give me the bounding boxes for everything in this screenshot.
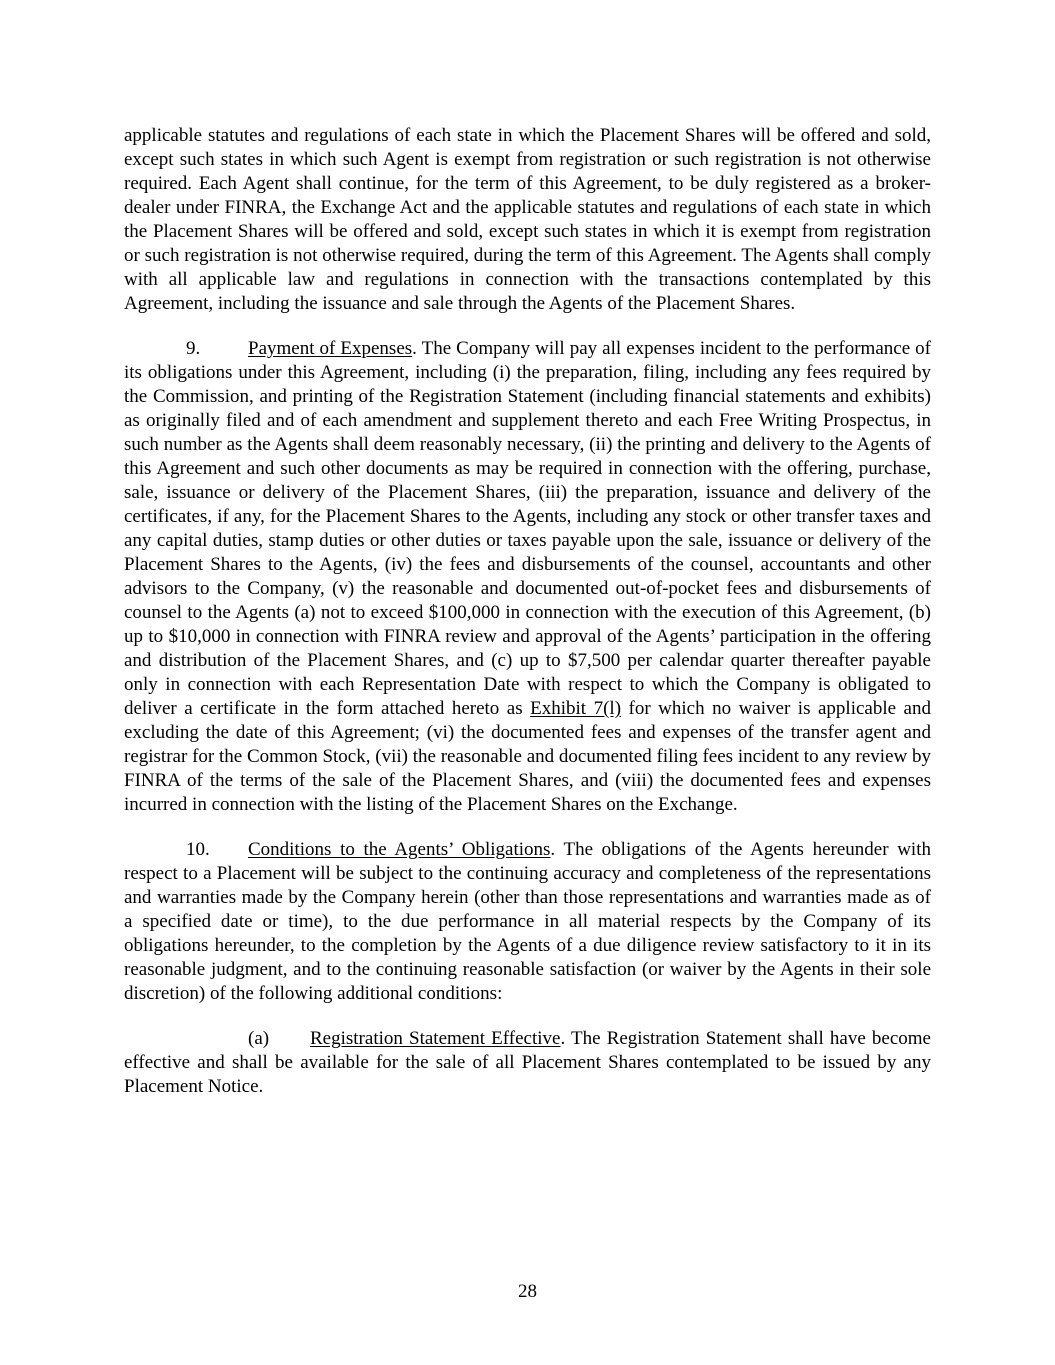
- section-9-paragraph: [124, 337, 931, 817]
- document-body: [124, 124, 931, 1120]
- section-10a-paragraph: [124, 1027, 931, 1099]
- exhibit-reference: Exhibit 7(l): [530, 698, 622, 719]
- section-10a-number: (a): [248, 1028, 270, 1049]
- section-9-number: 9.: [186, 338, 201, 359]
- section-10-number: 10.: [186, 839, 210, 860]
- section-9-text-part1: . The Company will pay all expenses incident to the performance of its obligations under this Agreement, including (i) the preparation, filing, including any fees required by the Commission, and printing of the Registration Statement (including financial statements and exhibits) as originally filed and of each amendment and supplement thereto and each Free Writing Prospectus, in such number as the Agents shall deem reasonably necessary, (ii) the printing and delivery to the Agents of this Agreement and such other documents as may be required in connection with the offering, purchase, sale, issuance or delivery of the Placement Shares, (iii) the preparation, issuance and delivery of the certificates, if any, for the Placement Shares to the Agents, including any stock or other transfer taxes and any capital duties, stamp duties or other duties or taxes payable upon the sale, issuance or delivery of the Placement Shares to the Agents, (iv) the fees and disbursements of the counsel, accountants and other advisors to the Company, (v) the reasonable and documented out-of-pocket fees and disbursements of counsel to the Agents (a) not to exceed $100,000 in connection with the execution of this Agreement, (b) up to $10,000 in connection with FINRA review and approval of the Agents’ participation in the offering and distribution of the Placement Shares, and (c) up to $7,500 per calendar quarter thereafter payable only in connection with each Representation Date with respect to which the Company is obligated to deliver a certificate in the form attached hereto as: [124, 338, 931, 719]
- section-10-heading: Conditions to the Agents’ Obligations: [248, 839, 551, 860]
- page-number: 28: [518, 1281, 537, 1302]
- section-10-text: . The obligations of the Agents hereunder with respect to a Placement will be subject to the continuing accuracy and completeness of the representations and warranties made by the Company herein (other than those representations and warranties made as of a specified date or time), to the due performance in all material respects by the Company of its obligations hereunder, to the completion by the Agents of a due diligence review satisfactory to it in its reasonable judgment, and to the continuing reasonable satisfaction (or waiver by the Agents in their sole discretion) of the following additional conditions:: [124, 839, 931, 1004]
- paragraph-intro: [124, 124, 931, 316]
- section-9-heading: Payment of Expenses: [248, 338, 413, 359]
- section-9-text-part2: for which no waiver is applicable and excluding the date of this Agreement; (vi) the documented fees and expenses of the transfer agent and registrar for the Common Stock, (vii) the reasonable and documented filing fees incident to any review by FINRA of the terms of the sale of the Placement Shares, and (viii) the documented fees and expenses incurred in connection with the listing of the Placement Shares on the Exchange.: [124, 698, 931, 815]
- section-10-paragraph: [124, 838, 931, 1006]
- section-10a-heading: Registration Statement Effective: [310, 1028, 561, 1049]
- paragraph-intro-text: applicable statutes and regulations of each state in which the Placement Shares will be offered and sold, except such states in which such Agent is exempt from registration or such registration is not otherwise required. Each Agent shall continue, for the term of this Agreement, to be duly registered as a broker-dealer under FINRA, the Exchange Act and the applicable statutes and regulations of each state in which the Placement Shares will be offered and sold, except such states in which it is exempt from registration or such registration is not otherwise required, during the term of this Agreement. The Agents shall comply with all applicable law and regulations in connection with the transactions contemplated by this Agreement, including the issuance and sale through the Agents of the Placement Shares.: [124, 125, 931, 314]
- section-10a-text: . The Registration Statement shall have become effective and shall be available for the sale of all Placement Shares contemplated to be issued by any Placement Notice.: [124, 1028, 931, 1097]
